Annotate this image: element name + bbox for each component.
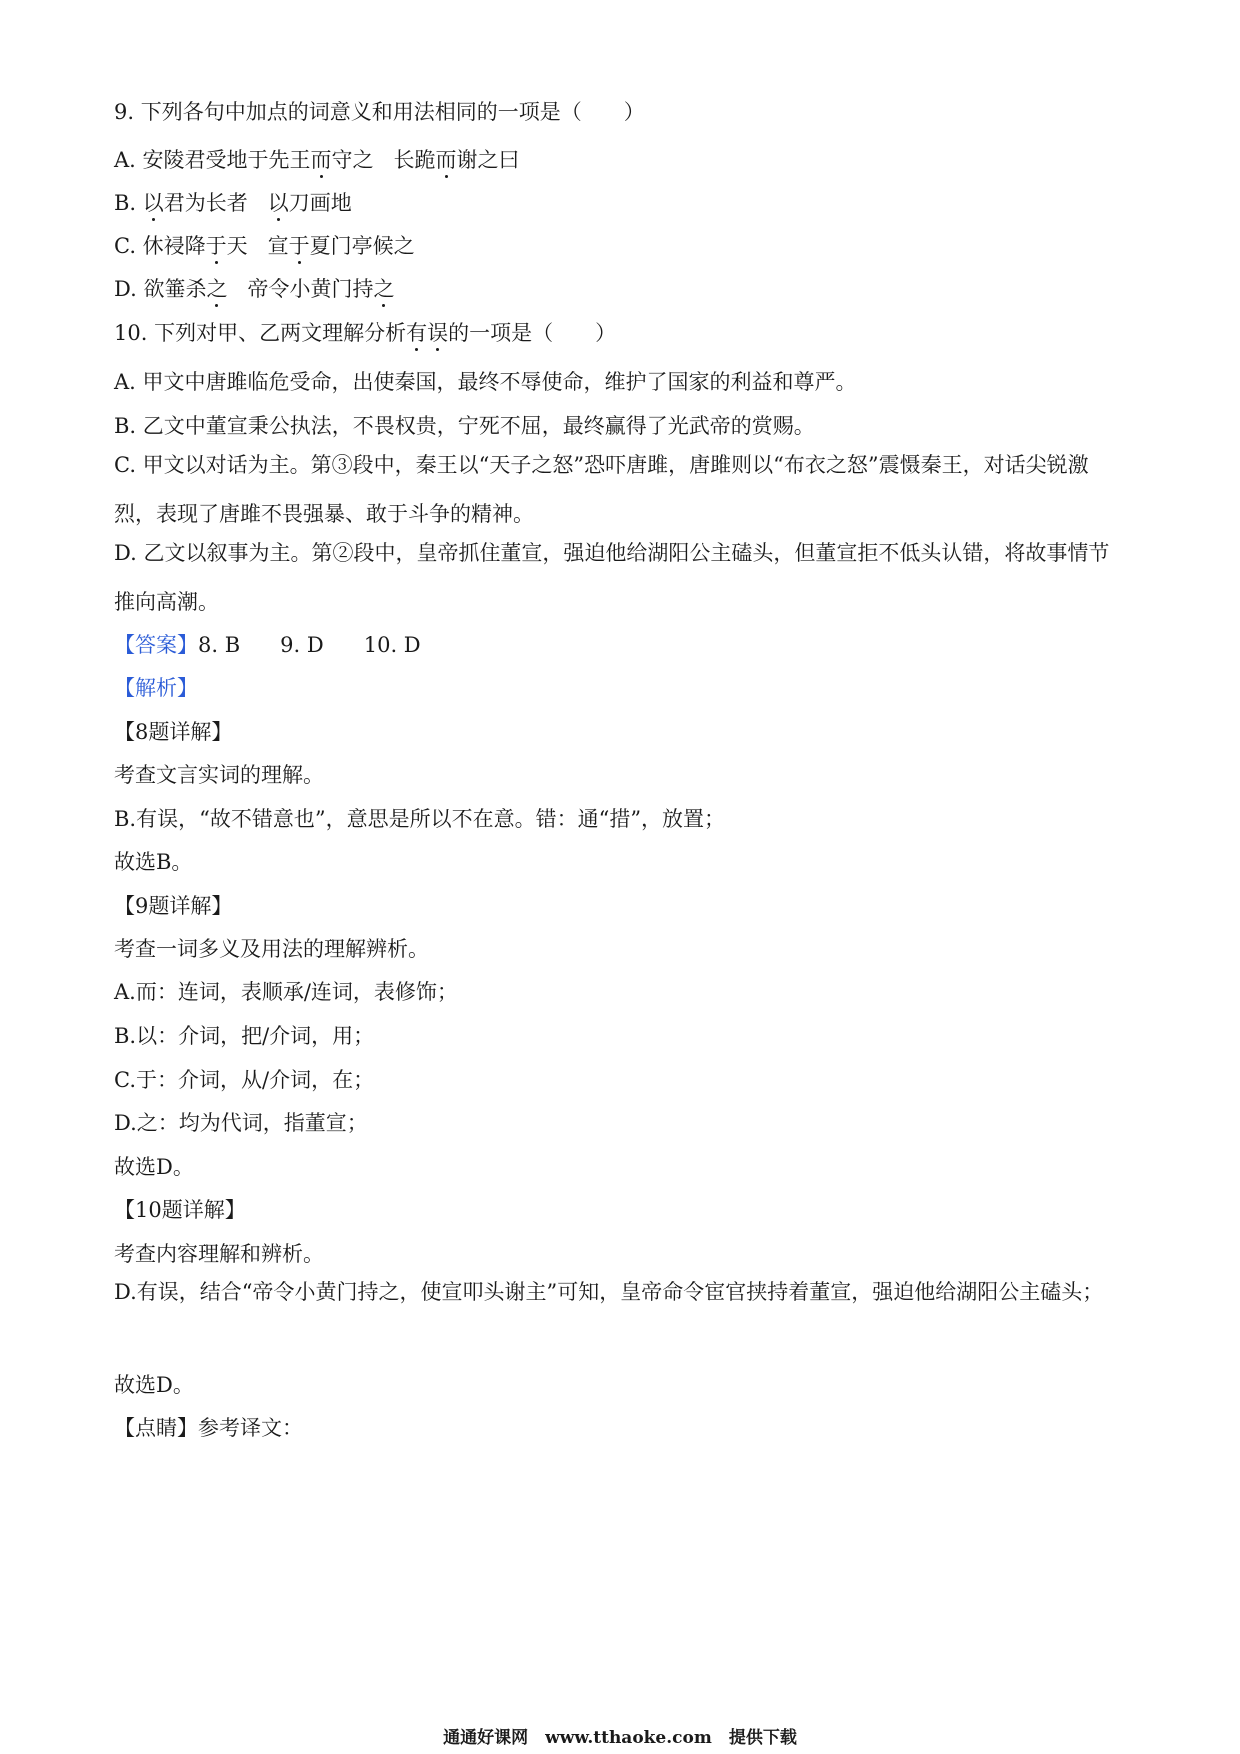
- q10-option-b: B. 乙文中董宣秉公执法，不畏权贵，宁死不屈，最终赢得了光武帝的赏赐。: [114, 414, 815, 438]
- detail-8-title: 【8题详解】: [114, 720, 233, 744]
- detail-10-line: 故选D。: [114, 1373, 194, 1397]
- dotted-word: 以: [267, 191, 289, 215]
- dotted-word: 而: [310, 148, 332, 172]
- analysis-label: 【解析】: [114, 676, 198, 700]
- q9-option-b: B. 以君为长者 以刀画地: [114, 191, 352, 215]
- detail-9-line: 考查一词多义及用法的理解辨析。: [114, 937, 429, 961]
- q10-stem: 10. 下列对甲、乙两文理解分析有误的一项是（ ）: [114, 321, 617, 345]
- q10-option-d: D. 乙文以叙事为主。第②段中，皇帝抓住董宣，强迫他给湖阳公主磕头，但董宣拒不低头认错，将故事情节推向高潮。: [114, 541, 1110, 614]
- detail-9-line: 故选D。: [114, 1155, 194, 1179]
- dotted-word: 而: [435, 148, 457, 172]
- q9-option-a: A. 安陵君受地于先王而守之 长跪而谢之曰: [114, 148, 520, 172]
- detail-10-line: D.有误，结合“帝令小黄门持之，使宣叩头谢主”可知，皇帝命令宦官挟持着董宣，强迫他给湖阳公主磕头；: [114, 1280, 1104, 1304]
- detail-9-line: A.而：连词，表顺承/连词，表修饰；: [114, 980, 458, 1004]
- detail-9-line: B.以：介词，把/介词，用；: [114, 1024, 375, 1048]
- detail-8-line: 故选B。: [114, 850, 193, 874]
- q9-option-d: D. 欲箠杀之 帝令小黄门持之: [114, 277, 395, 301]
- dotted-word: 以: [142, 191, 164, 215]
- dotted-word: 之: [206, 277, 228, 301]
- detail-8-line: 考查文言实词的理解。: [114, 763, 324, 787]
- answer-label: 【答案】: [114, 633, 198, 657]
- detail-9-line: D.之：均为代词，指董宣；: [114, 1111, 368, 1135]
- detail-10-title: 【10题详解】: [114, 1198, 246, 1222]
- q9-option-c: C. 休祲降于天 宣于夏门亭候之: [114, 234, 415, 258]
- note-heading: 【点睛】参考译文：: [114, 1416, 303, 1440]
- dotted-word: 于: [205, 234, 227, 258]
- detail-10-line: 考查内容理解和辨析。: [114, 1242, 324, 1266]
- dotted-word: 有: [406, 321, 428, 345]
- dotted-word: 于: [288, 234, 310, 258]
- detail-9-line: C.于：介词，从/介词，在；: [114, 1068, 375, 1092]
- detail-8-line: B.有误，“故不错意也”，意思是所以不在意。错：通“措”，放置；: [114, 807, 726, 831]
- answer-line: 【答案】8. B 9. D 10. D: [114, 633, 421, 657]
- q10-option-a: A. 甲文中唐雎临危受命，出使秦国，最终不辱使命，维护了国家的利益和尊严。: [114, 370, 857, 394]
- detail-9-title: 【9题详解】: [114, 894, 233, 918]
- q10-option-c: C. 甲文以对话为主。第③段中，秦王以“天子之怒”恐吓唐雎，唐雎则以“布衣之怒”震慑秦王，对话尖锐激烈，表现了唐雎不畏强暴、敢于斗争的精神。: [114, 453, 1089, 526]
- dotted-word: 之: [373, 277, 395, 301]
- dotted-word: 误: [427, 321, 449, 345]
- page-footer: 通通好课网 www.tthaoke.com 提供下载: [443, 1728, 797, 1748]
- q9-stem: 9. 下列各句中加点的词意义和用法相同的一项是（ ）: [114, 100, 645, 124]
